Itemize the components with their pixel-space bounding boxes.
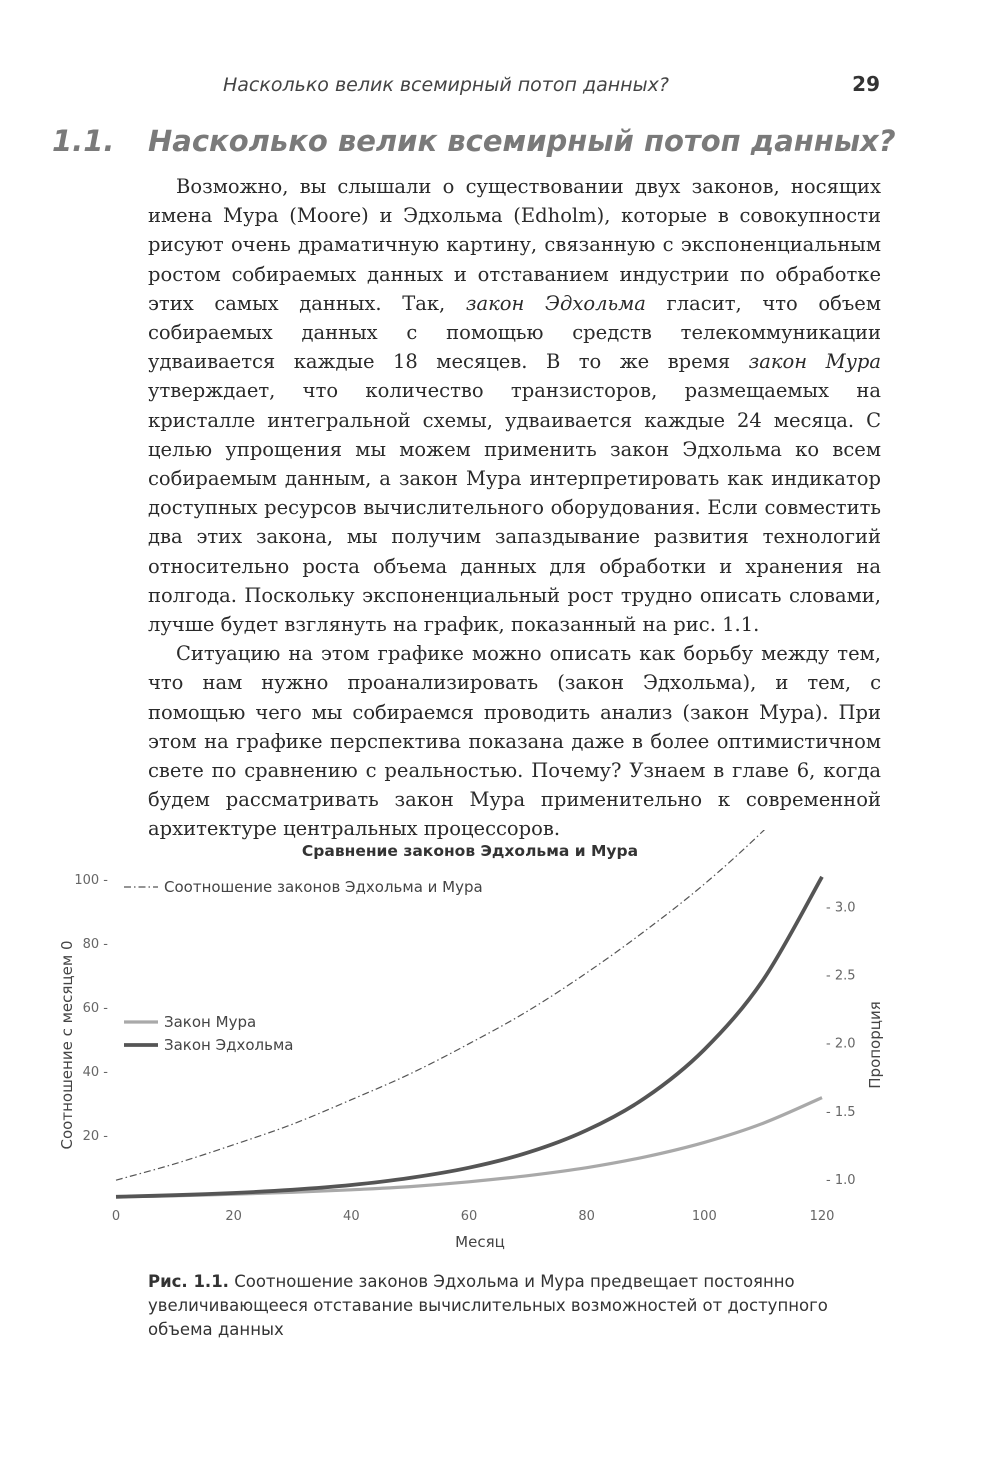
- legend-moore: [124, 1013, 256, 1031]
- comparison-chart: [0, 830, 1000, 1270]
- paragraph-1-part-1: Возможно, вы слышали о существовании двух законов, носящих имена Мура (Moore) и Эдхольма (Edholm), которые в совокупности рисуют очень драматичную картину, связанную с экспоненциальным ростом собираемых данных и отставанием индустрии по обработке этих самых данных. Так,: [148, 175, 881, 315]
- paragraph-2: Ситуацию на этом графике можно описать как борьбу между тем, что нам нужно проанализировать (закон Эдхольма), и тем, с помощью чего мы собираемся проводить анализ (закон Мура). При этом на графике перспектива показана даже в более оптимистичном свете по сравнению с реальностью. Почему? Узнаем в главе 6, когда будем рассматривать закон Мура применительно к современной архитектуре центральных процессоров.: [148, 642, 881, 841]
- figure-caption: [148, 1270, 868, 1342]
- y-tick-label: 40 -: [82, 1065, 108, 1080]
- x-tick-label: 120: [809, 1209, 835, 1224]
- paragraph-1-part-3: утверждает, что количество транзисторов, размещаемых на кристалле интегральной схемы, удваивается каждые 24 месяца. С целью упрощения мы можем применить закон Эдхольма ко всем собираемым данным, а закон Мура интерпретировать как индикатор доступных ресурсов вычислительного оборудования. Если совместить два этих закона, мы получим запаздывание развития технологий относительно роста объема данных для обработки и хранения на полгода. Поскольку экспоненциальный рост трудно описать словами, лучше будет взглянуть на график, показанный на рис. 1.1.: [148, 379, 881, 637]
- legend-ratio-label: Соотношение законов Эдхольма и Мура: [164, 878, 483, 896]
- legend-edholm-label: Закон Эдхольма: [164, 1036, 294, 1054]
- y2-tick-label: - 1.5: [826, 1104, 856, 1120]
- section-number: 1.1.: [52, 124, 115, 158]
- x-tick-label: 0: [111, 1209, 121, 1224]
- x-tick-label: 20: [225, 1209, 242, 1224]
- y-tick-label: 60 -: [82, 1001, 108, 1016]
- paragraph-1: [148, 172, 881, 639]
- chart-title: Сравнение законов Эдхольма и Мура: [301, 842, 639, 860]
- section-heading: [52, 124, 896, 158]
- body-text: [148, 172, 881, 844]
- y2-tick-label: - 2.5: [826, 968, 856, 984]
- section-title: Насколько велик всемирный потоп данных?: [148, 124, 896, 158]
- x-axis-label: Месяц: [455, 1233, 505, 1251]
- running-title: Насколько велик всемирный потоп данных?: [223, 74, 669, 96]
- x-tick-label: 100: [691, 1209, 717, 1224]
- moore-law-line: [116, 1098, 822, 1197]
- caption-label: Рис. 1.1.: [148, 1272, 229, 1291]
- x-tick-label: 60: [460, 1209, 478, 1224]
- page-number: 29: [852, 72, 880, 96]
- caption-text: Соотношение законов Эдхольма и Мура предвещает постоянно увеличивающееся отставание вычислительных возможностей от доступного объема данных: [148, 1272, 828, 1339]
- y-tick-label: 100 -: [74, 873, 108, 888]
- x-tick-label: 40: [343, 1209, 360, 1224]
- y-axis-label: Соотношение с месяцем 0: [58, 940, 76, 1150]
- legend-edholm: [124, 1036, 293, 1054]
- edholm-law-term: закон Эдхольма: [465, 291, 646, 315]
- legend-ratio: [124, 878, 483, 896]
- paragraph-1-part-2: гласит, что объем собираемых данных с помощью средств телекоммуникации удваивается каждые 18 месяцев. В то же время: [148, 291, 881, 374]
- legend-moore-label: Закон Мура: [164, 1013, 257, 1031]
- y2-tick-label: - 2.0: [826, 1036, 856, 1052]
- moore-law-term: закон Мура: [748, 350, 882, 374]
- x-tick-label: 80: [578, 1209, 595, 1224]
- y2-axis-label: Пропорция: [866, 1001, 884, 1089]
- y2-tick-label: - 1.0: [826, 1173, 856, 1189]
- y2-tick-label: - 3.0: [826, 900, 856, 916]
- y-tick-label: 80 -: [82, 937, 108, 952]
- figure-1-1: [0, 830, 1000, 1270]
- y-tick-label: 20 -: [82, 1129, 108, 1144]
